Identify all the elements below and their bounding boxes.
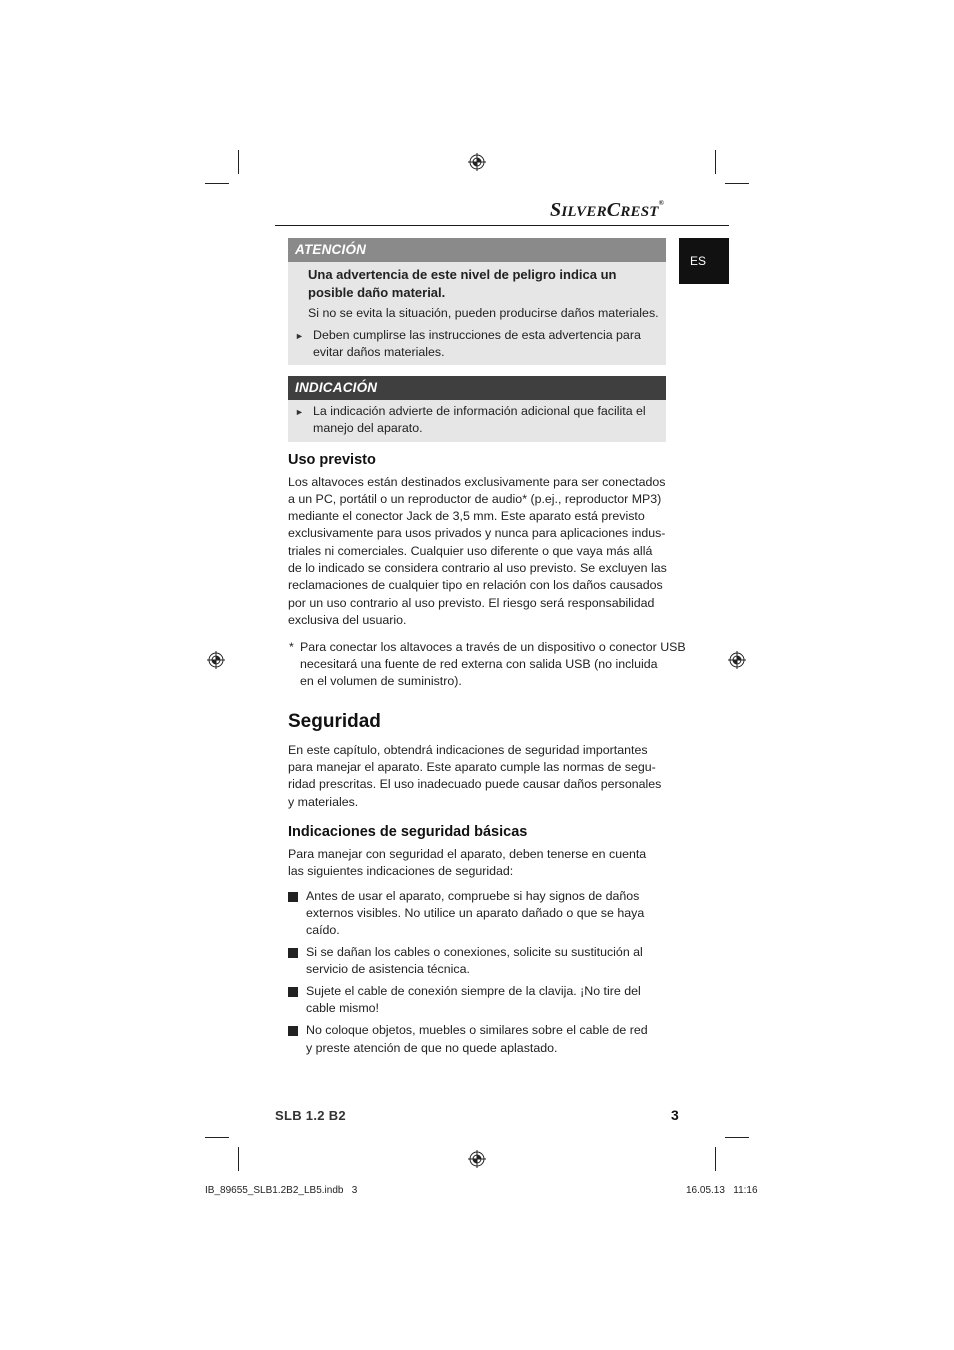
registration-mark-icon — [468, 153, 486, 171]
header-rule — [275, 225, 729, 226]
paragraph-line: a un PC, portátil o un reproductor de audio* (p.ej., reproductor MP3) — [288, 492, 662, 506]
paragraph-line: reclamaciones de cualquier tipo en relación con los daños causados — [288, 578, 663, 592]
registration-mark-icon — [207, 651, 225, 669]
brand-letter: C — [606, 199, 621, 221]
paragraph-line: exclusivamente para usos privados y nunca para aplicaciones indus- — [288, 526, 666, 540]
atencion-bold-line: Una advertencia de este nivel de peligro indica un — [308, 267, 617, 282]
bullet-square-icon — [288, 892, 298, 902]
paragraph-line: Los altavoces están destinados exclusivamente para ser conectados — [288, 475, 666, 489]
crop-mark — [715, 1147, 716, 1171]
bullet-line: Sujete el cable de conexión siempre de la clavija. ¡No tire del — [306, 984, 641, 998]
trademark-symbol: ® — [658, 199, 665, 207]
paragraph-line: Para manejar con seguridad el aparato, deben tenerse en cuenta — [288, 847, 647, 861]
paragraph-line: mediante el conector Jack de 3,5 mm. Este aparato está previsto — [288, 509, 645, 523]
atencion-header — [288, 238, 666, 262]
paragraph-line: exclusiva del usuario. — [288, 613, 407, 627]
brand-logo — [550, 199, 680, 221]
footnote-line: en el volumen de suministro). — [300, 674, 462, 688]
bullet-line: cable mismo! — [306, 1001, 379, 1015]
bullet-line: Antes de usar el aparato, compruebe si hay signos de daños — [306, 889, 640, 903]
paragraph-line: por un uso contrario al uso previsto. El riesgo será responsabilidad — [288, 596, 655, 610]
bullet-line: externos visibles. No utilice un aparato dañado o que se haya — [306, 906, 645, 920]
atencion-title: ATENCIÓN — [295, 242, 367, 257]
indicacion-header — [288, 376, 666, 400]
bullet-line: servicio de asistencia técnica. — [306, 962, 470, 976]
paragraph-line: las siguientes indicaciones de seguridad: — [288, 864, 514, 878]
bullet-line: caído. — [306, 923, 340, 937]
registration-mark-icon — [728, 651, 746, 669]
atencion-bullet-line: Deben cumplirse las instrucciones de esta advertencia para — [313, 328, 641, 342]
registration-mark-icon — [468, 1150, 486, 1168]
bullet-line: No coloque objetos, muebles o similares sobre el cable de red — [306, 1023, 648, 1037]
basicas-heading: Indicaciones de seguridad básicas — [288, 824, 528, 840]
footnote-line: necesitará una fuente de red externa con salida USB (no incluida — [300, 657, 658, 671]
uso-previsto-heading: Uso previsto — [288, 452, 376, 468]
bullet-arrow-icon: ► — [295, 407, 304, 417]
paragraph-line: En este capítulo, obtendrá indicaciones de seguridad importantes — [288, 743, 648, 757]
model-number: SLB 1.2 B2 — [275, 1108, 346, 1123]
crop-mark — [205, 1137, 229, 1138]
seguridad-title: Seguridad — [288, 711, 381, 732]
indicacion-bullet-line: manejo del aparato. — [313, 421, 423, 435]
bullet-square-icon — [288, 948, 298, 958]
crop-mark — [238, 1147, 239, 1171]
paragraph-line: de lo indicado se considera contrario al uso previsto. Se excluyen las — [288, 561, 667, 575]
bullet-square-icon — [288, 987, 298, 997]
crop-mark — [725, 1137, 749, 1138]
brand-letters: REST — [620, 204, 659, 220]
print-slug-file: IB_89655_SLB1.2B2_LB5.indb 3 — [205, 1185, 358, 1196]
crop-mark — [725, 183, 749, 184]
footnote-marker: * — [289, 640, 294, 654]
brand-letters: ILVER — [561, 204, 607, 220]
atencion-text: Si no se evita la situación, pueden producirse daños materiales. — [308, 306, 659, 320]
footnote-line: Para conectar los altavoces a través de un dispositivo o conector USB — [300, 640, 686, 654]
bullet-line: Si se dañan los cables o conexiones, solicite su sustitución al — [306, 945, 643, 959]
language-tab — [679, 238, 729, 284]
atencion-bullet-line: evitar daños materiales. — [313, 345, 445, 359]
paragraph-line: triales ni comerciales. Cualquier uso diferente o que vaya más allá — [288, 544, 653, 558]
indicacion-bullet-line: La indicación advierte de información adicional que facilita el — [313, 404, 646, 418]
crop-mark — [715, 150, 716, 174]
indicacion-title: INDICACIÓN — [295, 380, 378, 395]
bullet-square-icon — [288, 1026, 298, 1036]
language-code: ES — [690, 254, 707, 268]
brand-letter: S — [550, 199, 562, 221]
page-number: 3 — [671, 1107, 679, 1123]
paragraph-line: ridad prescritas. El uso inadecuado puede causar daños personales — [288, 777, 662, 791]
crop-mark — [205, 183, 229, 184]
crop-mark — [238, 150, 239, 174]
print-slug-date: 16.05.13 11:16 — [686, 1185, 758, 1196]
bullet-line: y preste atención de que no quede aplastado. — [306, 1041, 558, 1055]
atencion-bold-line: posible daño material. — [308, 285, 446, 300]
bullet-arrow-icon: ► — [295, 331, 304, 341]
paragraph-line: y materiales. — [288, 795, 359, 809]
paragraph-line: para manejar el aparato. Este aparato cumple las normas de segu- — [288, 760, 656, 774]
